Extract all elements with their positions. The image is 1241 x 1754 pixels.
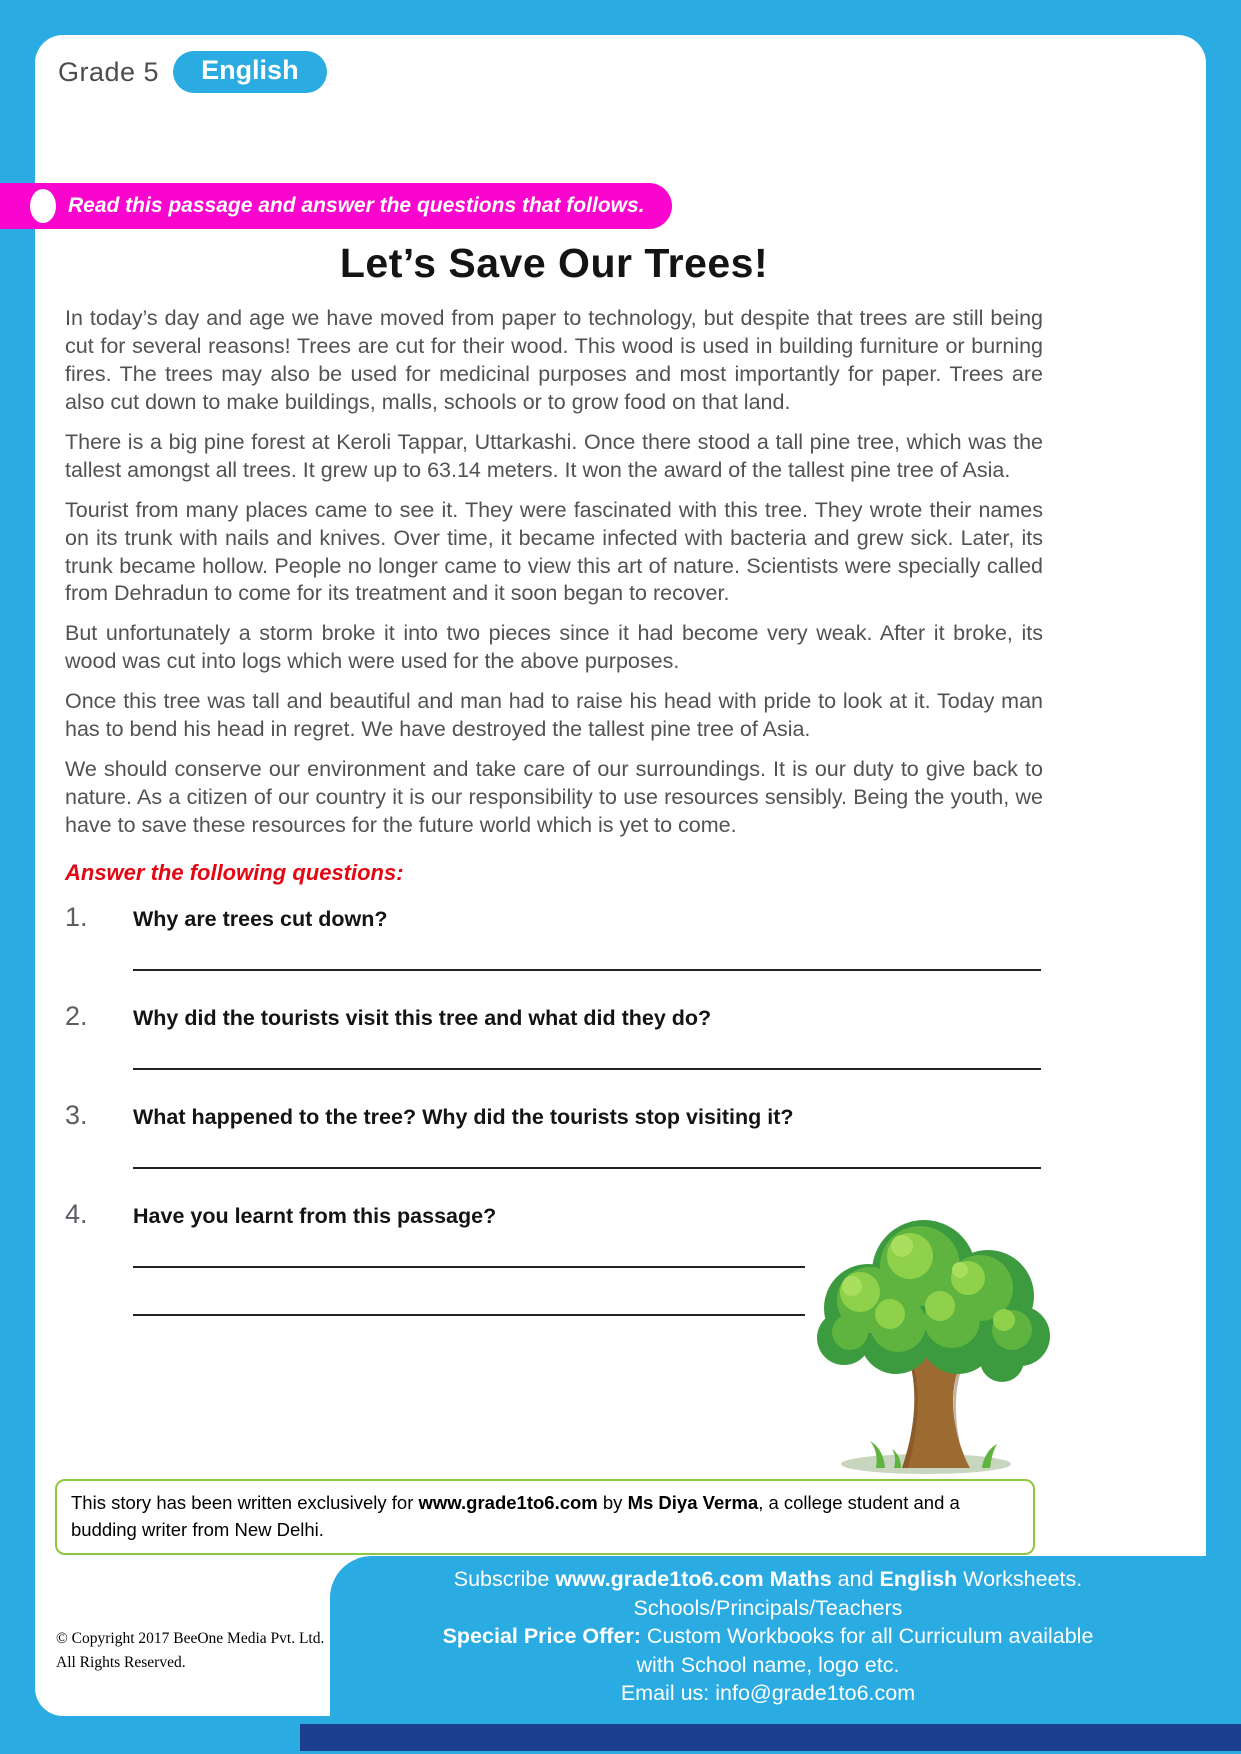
text-run: Special Price Offer: (442, 1624, 641, 1648)
instruction-banner (0, 183, 672, 229)
passage-paragraph: In today’s day and age we have moved from paper to technology, but despite that trees are still being cut for several reasons! Trees are cut for their wood. This wood is used in building furniture or burning fires. The trees may also be used for medicinal purposes and most importantly for paper. Trees are also cut down to make buildings, malls, schools or to grow food on that land. (65, 306, 1043, 414)
passage-title: Let’s Save Our Trees! (339, 240, 769, 286)
answer-line (133, 1068, 1041, 1070)
passage-paragraph: Once this tree was tall and beautiful and man had to raise his head with pride to look at it. Today man has to bend his head in regret. We have destroyed the tallest pine tree of Asia. (65, 689, 1043, 742)
answer-line (133, 969, 1041, 971)
answer-line (133, 1314, 805, 1316)
question-row (65, 1100, 1043, 1131)
passage-paragraph: Tourist from many places came to see it. They were fascinated with this tree. They wrote their names on its trunk with nails and knives. Over time, it became infected with bacteria and grew sick. Later, its trunk became hollow. People no longer came to view this art of nature. Scientists were specially called from Dehradun to come for its treatment and it soon began to recover. (65, 497, 1043, 606)
attribution-text (71, 1490, 1019, 1544)
question-number: 1. (65, 901, 88, 932)
text-run: , a college student and a budding writer from New Delhi. (71, 1492, 960, 1540)
text-run: www.grade1to6.com (418, 1492, 598, 1513)
question-number: 2. (65, 1000, 88, 1031)
banner-oval-icon (30, 189, 56, 223)
instruction-text: Read this passage and answer the questions that follows. (68, 194, 645, 217)
question-number: 4. (65, 1198, 88, 1229)
copyright-line1: © Copyright 2017 BeeOne Media Pvt. Ltd. (56, 1630, 325, 1647)
text-run: Ms Diya Verma (627, 1492, 759, 1513)
text-run: Custom Workbooks for all Curriculum available (640, 1624, 1094, 1648)
copyright (56, 1627, 324, 1675)
subject-label: English (173, 51, 327, 93)
question-item (65, 1100, 1043, 1169)
footer-line (330, 1622, 1206, 1651)
text-run: www.grade1to6.com Maths (555, 1567, 832, 1591)
text-run: Subscribe (453, 1567, 556, 1591)
text-run: Worksheets. (957, 1567, 1083, 1591)
passage (65, 305, 1043, 840)
question-text: Why did the tourists visit this tree and what did they do? (133, 1005, 712, 1030)
footer-line (330, 1565, 1206, 1594)
tree-icon (806, 1196, 1064, 1478)
text-run: English (879, 1567, 958, 1591)
passage-paragraph: But unfortunately a storm broke it into two pieces since it had become very weak. After it broke, its wood was cut into logs which were used for the above purposes. (65, 621, 1043, 674)
text-run: with School name, logo etc. (636, 1652, 900, 1677)
passage-paragraph: There is a big pine forest at Keroli Tappar, Uttarkashi. Once there stood a tall pine tree, which was the tallest amongst all trees. It grew up to 63.14 meters. It won the award of the tallest pine tree of Asia. (65, 429, 1043, 482)
question-text: Why are trees cut down? (133, 906, 388, 931)
question-row (65, 902, 1043, 933)
footer-line (330, 1651, 1206, 1680)
page-body (35, 35, 1206, 1716)
footer-line (330, 1679, 1206, 1708)
text-run: Schools/Principals/Teachers (633, 1595, 903, 1620)
question-number: 3. (65, 1099, 88, 1130)
footer-lines (330, 1565, 1206, 1708)
content-column (65, 240, 1043, 1346)
text-run: and (831, 1567, 880, 1591)
text-run: by (597, 1492, 628, 1513)
text-run: This story has been written exclusively for (71, 1492, 419, 1513)
bottom-navy-stripe (300, 1724, 1241, 1751)
question-text: What happened to the tree? Why did the tourists stop visiting it? (133, 1104, 794, 1129)
text-run: Email us: info@grade1to6.com (620, 1681, 916, 1705)
grade-label: Grade 5 (58, 56, 160, 87)
footer-line (330, 1594, 1206, 1623)
answer-line (133, 1167, 1041, 1169)
passage-paragraph: We should conserve our environment and take care of our surroundings. It is our duty to give back to nature. As a citizen of our country it is our responsibility to use resources sensibly. Being the youth, we have to save these resources for the future world which is yet to come. (65, 757, 1043, 837)
answer-line (133, 1266, 805, 1268)
question-item (65, 902, 1043, 971)
grade-badge (36, 46, 333, 98)
question-item (65, 1001, 1043, 1070)
tree-illustration (806, 1196, 1064, 1478)
question-text: Have you learnt from this passage? (133, 1203, 497, 1228)
question-row (65, 1001, 1043, 1032)
footer-band (330, 1556, 1206, 1716)
attribution-note (55, 1479, 1035, 1555)
copyright-line2: All Rights Reserved. (56, 1654, 186, 1672)
questions-heading: Answer the following questions: (65, 859, 404, 885)
